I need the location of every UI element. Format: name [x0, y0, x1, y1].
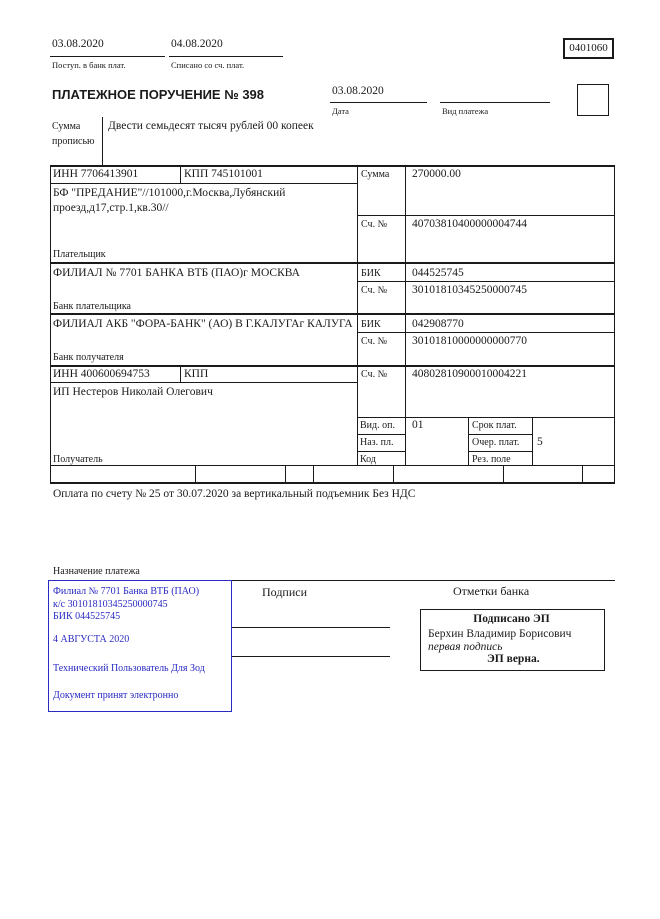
payer-bank-account: 30101810345250000745: [412, 284, 527, 296]
esignature-name: Берхин Владимир Борисович: [428, 628, 572, 640]
table-line: [357, 215, 615, 216]
table-divider: [468, 417, 469, 465]
payee-account: 40802810900010004221: [412, 368, 527, 380]
underline: [169, 56, 283, 57]
signature-line: [232, 656, 390, 657]
table-border: [614, 165, 615, 482]
table-line: [50, 482, 615, 484]
payee-kpp: КПП: [184, 368, 209, 380]
payee-bank-account-label: Сч. №: [361, 336, 388, 347]
table-line: [50, 313, 615, 315]
underline: [50, 56, 165, 57]
table-divider: [180, 165, 181, 183]
payer-account: 40703810400000004744: [412, 218, 527, 230]
payment-type-label: Вид платежа: [442, 106, 489, 116]
payment-term-label: Срок плат.: [472, 420, 517, 431]
payee-account-label: Сч. №: [361, 369, 388, 380]
bank-marks-title: Отметки банка: [453, 584, 530, 598]
op-type-label: Вид. оп.: [360, 420, 395, 431]
esignature-note: первая подпись: [428, 641, 503, 653]
table-border: [50, 165, 51, 482]
table-line: [357, 451, 405, 452]
payer-inn: ИНН 7706413901: [53, 168, 139, 180]
table-line: [357, 434, 405, 435]
payee-bank-label: Банк получателя: [53, 352, 124, 363]
debited-from-account-label: Списано со сч. плат.: [171, 60, 245, 70]
debited-from-account-date: 04.08.2020: [171, 38, 223, 50]
stamp-operator: Технический Пользователь Для Зод: [53, 663, 205, 674]
document-date: 03.08.2020: [332, 85, 384, 97]
table-line: [468, 434, 532, 435]
status-checkbox: [577, 84, 609, 116]
payer-name: БФ "ПРЕДАНИЕ"//101000,г.Москва,Лубянский проезд,д17,стр.1,кв.30//: [53, 187, 286, 214]
received-in-bank-date: 03.08.2020: [52, 38, 104, 50]
received-in-bank-label: Поступ. в банк плат.: [52, 60, 126, 70]
table-line: [468, 451, 532, 452]
stamp-corr-account: к/с 30101810345250000745: [53, 599, 168, 610]
sum-value: 270000.00: [412, 168, 461, 180]
table-line: [357, 417, 615, 418]
payee-bank-account: 30101810000000000770: [412, 335, 527, 347]
payer-bank-name: ФИЛИАЛ № 7701 БАНКА ВТБ (ПАО)г МОСКВА: [53, 267, 300, 279]
table-line: [50, 262, 615, 264]
payee-bank-bik: 042908770: [412, 318, 464, 330]
stamp-accepted-note: Документ принят электронно: [53, 690, 179, 701]
esignature-title: Подписано ЭП: [473, 613, 550, 625]
payer-account-label: Сч. №: [361, 219, 388, 230]
payee-label: Получатель: [53, 454, 103, 465]
table-divider: [285, 465, 286, 482]
form-code-box: 0401060: [563, 38, 614, 59]
op-type-value: 01: [412, 419, 424, 431]
table-divider: [180, 365, 181, 382]
date-label: Дата: [332, 106, 349, 116]
table-divider: [503, 465, 504, 482]
table-line: [50, 465, 615, 466]
signatures-title: Подписи: [262, 585, 308, 599]
table-divider: [532, 417, 533, 465]
stamp-date: 4 АВГУСТА 2020: [53, 634, 130, 645]
payment-order-value: 5: [537, 436, 543, 448]
payer-label: Плательщик: [53, 249, 106, 260]
payer-bank-bik-label: БИК: [361, 268, 381, 279]
payment-purpose-text: Оплата по счету № 25 от 30.07.2020 за вертикальный подъемник Без НДС: [53, 488, 416, 500]
table-divider: [313, 465, 314, 482]
table-border: [50, 165, 615, 167]
table-line: [50, 183, 357, 184]
payer-bank-bik: 044525745: [412, 267, 464, 279]
payee-bank-bik-label: БИК: [361, 319, 381, 330]
table-divider: [195, 465, 196, 482]
payer-kpp: КПП 745101001: [184, 168, 263, 180]
payee-inn: ИНН 400600694753: [53, 368, 150, 380]
sum-label: Сумма: [361, 169, 390, 180]
table-divider: [393, 465, 394, 482]
table-divider: [582, 465, 583, 482]
document-title: ПЛАТЕЖНОЕ ПОРУЧЕНИЕ № 398: [52, 87, 265, 102]
table-line: [357, 332, 615, 333]
table-divider: [357, 165, 358, 465]
stamp-bank-name: Филиал № 7701 Банка ВТБ (ПАО): [53, 586, 200, 597]
table-divider: [405, 165, 406, 465]
reserve-field-label: Рез. поле: [472, 454, 511, 465]
underline: [440, 102, 550, 103]
esignature-verified: ЭП верна.: [487, 653, 540, 665]
divider-line: [102, 117, 103, 165]
payer-bank-account-label: Сч. №: [361, 285, 388, 296]
payment-order-label: Очер. плат.: [472, 437, 520, 448]
stamp-bik: БИК 044525745: [53, 611, 121, 622]
underline: [330, 102, 427, 103]
amount-in-words-label: Сумма прописью: [52, 121, 95, 147]
code-label: Код: [360, 454, 376, 465]
table-line: [50, 382, 357, 383]
table-line: [50, 365, 615, 367]
payer-bank-label: Банк плательщика: [53, 301, 131, 312]
payment-purpose-label: Назначение платежа: [53, 566, 140, 577]
payee-bank-name: ФИЛИАЛ АКБ "ФОРА-БАНК" (АО) В Г.КАЛУГАг КАЛУГА: [53, 318, 353, 330]
payee-name: ИП Нестеров Николай Олегович: [53, 386, 213, 398]
table-line: [357, 281, 615, 282]
purpose-code-label: Наз. пл.: [360, 437, 394, 448]
signature-line: [232, 627, 390, 628]
amount-in-words-value: Двести семьдесят тысяч рублей 00 копеек: [108, 120, 314, 132]
